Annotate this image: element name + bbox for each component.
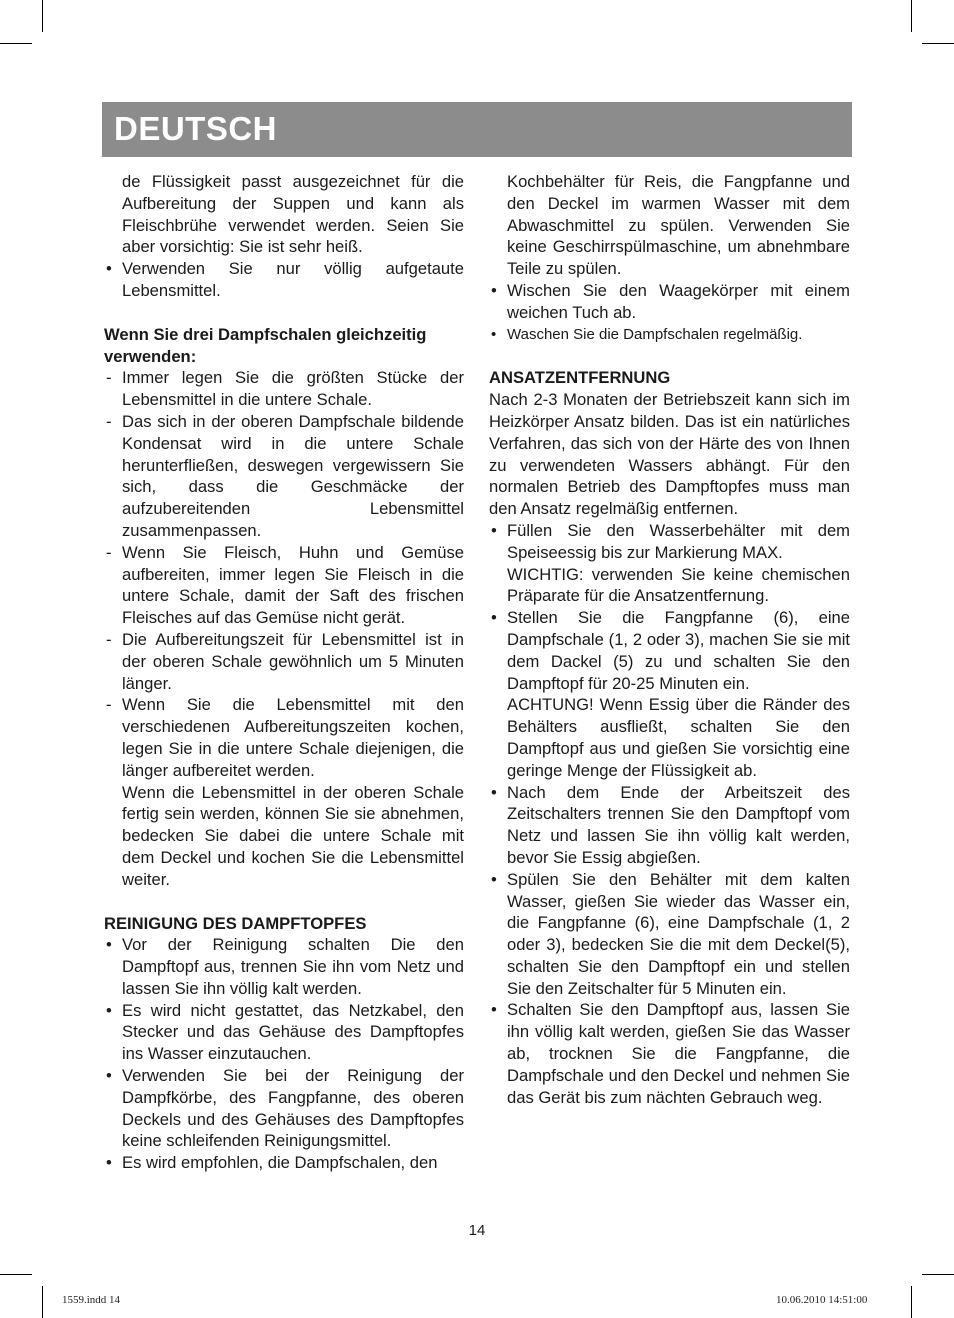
note-text: WICHTIG: verwenden Sie keine chemischen Präparate für die Ansatzentfernung. <box>507 564 850 606</box>
section-header-bar <box>102 102 852 157</box>
section-heading: ANSATZENTFERNUNG <box>489 368 671 388</box>
bullet-item: • Nach dem Ende der Arbeitszeit des Zeitschalters trennen Sie den Dampftopf vom Netz und lassen Sie ihn völlig kalt werden, bevor Sie Essig abgießen. <box>491 782 850 867</box>
bullet-item: • Füllen Sie den Wasserbehälter mit dem Speiseessig bis zur Markierung MAX. <box>491 520 850 562</box>
section-heading: Wenn Sie drei Dampfschalen gleichzeitig verwenden: <box>104 324 427 366</box>
bullet-item: • Verwenden Sie bei der Reinigung der Dampfkörbe, des Fangpfanne, des oberen Deckels und des Gehäuses des Dampftopfes keine schleifenden Reinigungsmittel. <box>106 1066 464 1151</box>
bullet-item: • Vor der Reinigung schalten Die den Dampftopf aus, trennen Sie ihn vom Netz und lassen Sie ihn völlig kalt werden. <box>106 935 464 998</box>
dash-item: - Wenn Sie Fleisch, Huhn und Gemüse aufbereiten, immer legen Sie Fleisch in die untere Schale, damit der Saft des frischen Fleisches auf das Gemüse nicht gerät. <box>106 542 464 628</box>
note-text: ACHTUNG! Wenn Essig über die Ränder des Behälters ausfließt, schalten Sie den Dampftopf aus und gießen Sie vorsichtig eine geringe Menge der Flüssigkeit ab. <box>507 695 850 780</box>
crop-mark <box>0 43 32 44</box>
bullet-item: • Schalten Sie den Dampftopf aus, lassen Sie ihn völlig kalt werden, gießen Sie das Wasser ab, trocknen Sie die Fangpfanne, die Dampfschale und den Deckel und nehmen Sie das Gerät bis zum nächten Gebrauch weg. <box>491 1000 850 1107</box>
bullet-item: • Spülen Sie den Behälter mit dem kalten Wasser, gießen Sie wieder das Wasser ein, die Fangpfanne (6), eine Dampfschale (1, 2 oder 3), bedecken Sie die mit dem Deckel(5), schalten Sie den Dampftopf ein und stellen Sie den Zeitschalter für 5 Minuten ein. <box>491 869 850 998</box>
bullet-item: • Verwenden Sie nur völlig aufgetaute Lebensmittel. <box>106 259 464 300</box>
crop-mark <box>911 0 912 32</box>
crop-mark <box>42 1286 43 1318</box>
crop-mark <box>0 1274 32 1275</box>
crop-mark <box>42 0 43 32</box>
dash-item: - Wenn Sie die Lebensmittel mit den verschiedenen Aufbereitungszeiten kochen, legen Sie in die untere Schale diejenigen, die länger aufbereitet werden. <box>106 695 464 780</box>
bullet-item: • Es wird empfohlen, die Dampfschalen, den <box>106 1153 438 1173</box>
bullet-item: • Stellen Sie die Fangpfanne (6), eine Dampfschale (1, 2 oder 3), machen Sie sie mit dem Dackel (5) zu und schalten Sie den Dampftopf für 20-25 Minuten ein. <box>491 608 850 693</box>
continued-text: Kochbehälter für Reis, die Fangpfanne und den Deckel im warmen Wasser mit dem Abwaschmittel zu spülen. Verwenden Sie keine Geschirrspülmaschine, um abnehmbare Teile zu spülen. <box>507 172 850 279</box>
dash-item: - Das sich in der oberen Dampfschale bildende Kondensat wird in die untere Schale herunterfließen, deswegen vergewissern Sie sich, dass die Geschmäcke der aufzubereitenden Lebensmittel zusammenpassen. <box>106 411 464 540</box>
crop-mark <box>922 43 954 44</box>
dash-item: - Immer legen Sie die größten Stücke der Lebensmittel in die untere Schale. <box>106 368 464 410</box>
section-heading: REINIGUNG DES DAMPFTOPFES <box>104 913 367 933</box>
crop-mark <box>911 1286 912 1318</box>
dash-item: - Die Aufbereitungszeit für Lebensmittel ist in der oberen Schale gewöhnlich um 5 Minuten länger. <box>106 629 464 693</box>
bullet-item: • Waschen Sie die Dampfschalen regelmäßig. <box>491 325 803 343</box>
left-column <box>104 171 464 1174</box>
page-title: DEUTSCH <box>114 110 278 147</box>
bullet-item: • Wischen Sie den Waagekörper mit einem weichen Tuch ab. <box>491 280 850 322</box>
continued-text: de Flüssigkeit passt ausgezeichnet für die Aufbereitung der Suppen und kann als Fleischbrühe verwendet werden. Seien Sie aber vorsichtig: Sie ist sehr heiß. <box>122 172 464 257</box>
page-number: 14 <box>468 1222 486 1239</box>
paragraph: Nach 2-3 Monaten der Betriebszeit kann sich im Heizkörper Ansatz bilden. Das ist ein natürliches Verfahren, das sich von der Härte des von Ihnen zu verwendeten Wassers abhängt. Für den normalen Betrieb des Dampftopfes muss man den Ansatz regelmäßig entfernen. <box>489 390 850 519</box>
crop-mark <box>922 1274 954 1275</box>
bullet-item: • Es wird nicht gestattet, das Netzkabel, den Stecker und das Gehäuse des Dampftopfes ins Wasser einzutauchen. <box>106 1000 464 1064</box>
print-timestamp: 10.06.2010 14:51:00 <box>776 1294 868 1306</box>
file-slug: 1559.indd 14 <box>62 1294 121 1306</box>
right-column <box>489 171 850 1108</box>
note-text: Wenn die Lebensmittel in der oberen Schale fertig sein werden, können Sie sie abnehmen, bedecken Sie dabei die untere Schale mit dem Deckel und kochen Sie die Lebensmittel weiter. <box>122 782 464 889</box>
